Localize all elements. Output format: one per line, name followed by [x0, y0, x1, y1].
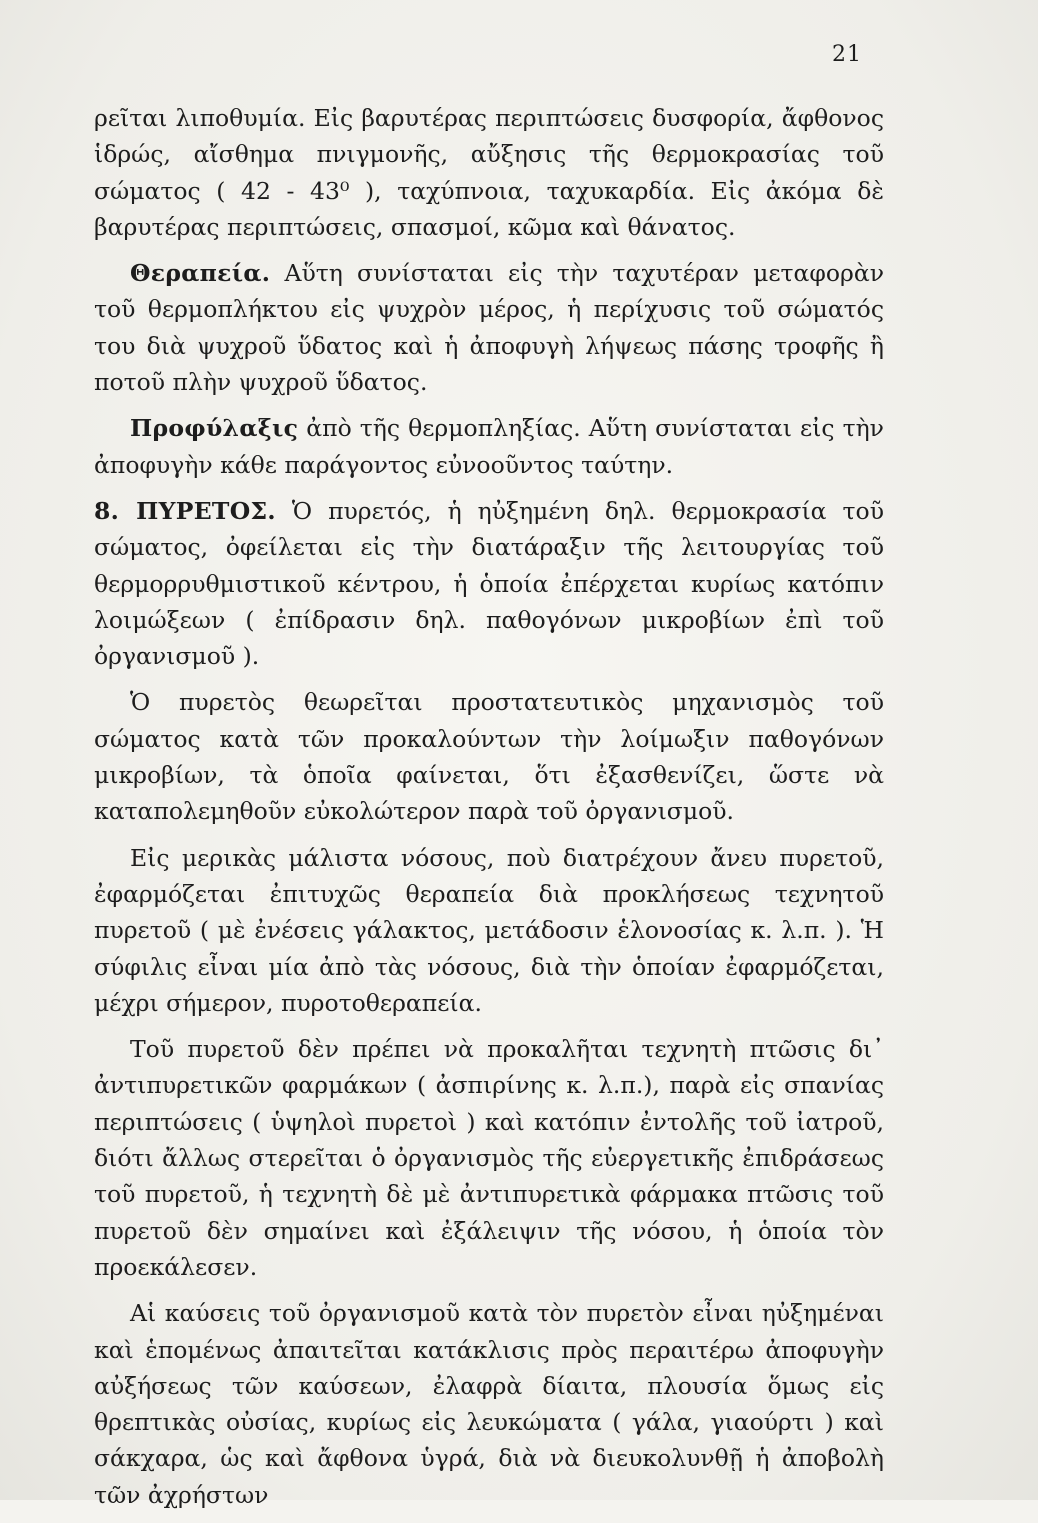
section-heading-therapy: Θεραπεία.	[130, 259, 271, 288]
paragraph-text: Ὁ πυρετὸς θεωρεῖται προστατευτικὸς μηχανισμὸς τοῦ σώματος κατὰ τῶν προκαλούντων τὴν λοίμωξιν παθογόνων μικροβίων, τὰ ὁποῖα φαίνεται, ὅτι ἐξασθενίζει, ὥστε νὰ καταπολεμηθοῦν εὐκολώτερον παρὰ τοῦ ὀργανισμοῦ.	[94, 688, 884, 826]
paragraph-text: Αἱ καύσεις τοῦ ὀργανισμοῦ κατὰ τὸν πυρετὸν εἶναι ηὐξημέναι καὶ ἑπομένως ἀπαιτεῖται κατάκλισις πρὸς περαιτέρω ἀποφυγὴν αὐξήσεως τῶν καύσεων, ἐλαφρὰ δίαιτα, πλουσία ὅμως εἰς θρεπτικὰς οὐσίας, κυρίως εἰς λευκώματα ( γάλα, γιαούρτι ) καὶ σάκχαρα, ὡς καὶ ἄφθονα ὑγρά, διὰ νὰ διευκολυνθῇ ἡ ἀποβολὴ τῶν ἀχρήστων	[94, 1299, 884, 1509]
paragraph-prevention	[94, 410, 884, 483]
paragraph-text: Αὕτη συνίσταται εἰς τὴν ταχυτέραν μεταφορὰν τοῦ θερμοπλήκτου εἰς ψυχρὸν μέρος, ἡ περίχυσις τοῦ σώματός του διὰ ψυχροῦ ὕδατος καὶ ἡ ἀποφυγὴ λήψεως πάσης τροφῆς ἢ ποτοῦ πλὴν ψυχροῦ ὕδατος.	[94, 259, 884, 397]
section-heading-fever: 8. ΠΥΡΕΤΟΣ.	[94, 496, 276, 525]
paragraph-text: Ὁ πυρετός, ἡ ηὐξημένη δηλ. θερμοκρασία τοῦ σώματος, ὀφείλεται εἰς τὴν διατάραξιν τῆς λειτουργίας τοῦ θερμορρυθμιστικοῦ κέντρου, ἡ ὁποία ἐπέρχεται κυρίως κατόπιν λοιμώξεων ( ἐπίδρασιν δηλ. παθογόνων μικροβίων ἐπὶ τοῦ ὀργανισμοῦ ).	[94, 496, 884, 671]
paragraph-fever-definition	[94, 493, 884, 674]
paragraph-fever-protective	[94, 684, 884, 829]
section-heading-prevention: Προφύλαξις	[130, 414, 299, 443]
paragraph-fever-therapy	[94, 840, 884, 1021]
paragraph-diet	[94, 1295, 884, 1513]
paragraph-antipyretics	[94, 1031, 884, 1285]
body-text	[94, 100, 884, 1523]
paragraph-text: ρεῖται λιποθυμία. Εἰς βαρυτέρας περιπτώσεις δυσφορία, ἄφθονος ἱδρώς, αἴσθημα πνιγμονῆς, αὔξησις τῆς θερμοκρασίας τοῦ σώματος ( 42 - 43⁰ ), ταχύπνοια, ταχυκαρδία. Εἰς ἀκόμα δὲ βαρυτέρας περιπτώσεις, σπασμοί, κῶμα καὶ θάνατος.	[94, 104, 884, 241]
page-number: 21	[832, 42, 862, 67]
paragraph-treatment	[94, 255, 884, 400]
paragraph-text: Τοῦ πυρετοῦ δὲν πρέπει νὰ προκαλῆται τεχνητὴ πτῶσις δι᾽ ἀντιπυρετικῶν φαρμάκων ( ἀσπιρίνης κ. λ.π.), παρὰ εἰς σπανίας περιπτώσεις ( ὑψηλοὶ πυρετοὶ ) καὶ κατόπιν ἐντολῆς τοῦ ἰατροῦ, διότι ἄλλως στερεῖται ὁ ὀργανισμὸς τῆς εὐεργετικῆς ἐπιδράσεως τοῦ πυρετοῦ, ἡ τεχνητὴ δὲ μὲ ἀντιπυρετικὰ φάρμακα πτῶσις τοῦ πυρετοῦ δὲν σημαίνει καὶ ἐξάλειψιν τῆς νόσου, ἡ ὁποία τὸν προεκάλεσεν.	[94, 1035, 884, 1281]
paragraph-text: ἀπὸ τῆς θερμοπληξίας. Αὕτη συνίσταται εἰς τὴν ἀποφυγὴν κάθε παράγοντος εὐνοοῦντος ταύτην.	[94, 414, 884, 479]
paragraph-text: Εἰς μερικὰς μάλιστα νόσους, ποὺ διατρέχουν ἄνευ πυρετοῦ, ἐφαρμόζεται ἐπιτυχῶς θεραπεία διὰ προκλήσεως τεχνητοῦ πυρετοῦ ( μὲ ἐνέσεις γάλακτος, μετάδοσιν ἑλονοσίας κ. λ.π. ). Ἡ σύφιλις εἶναι μία ἀπὸ τὰς νόσους, διὰ τὴν ὁποίαν ἐφαρμόζεται, μέχρι σήμερον, πυροτοθεραπεία.	[94, 843, 884, 1017]
paragraph-symptoms	[94, 100, 884, 245]
